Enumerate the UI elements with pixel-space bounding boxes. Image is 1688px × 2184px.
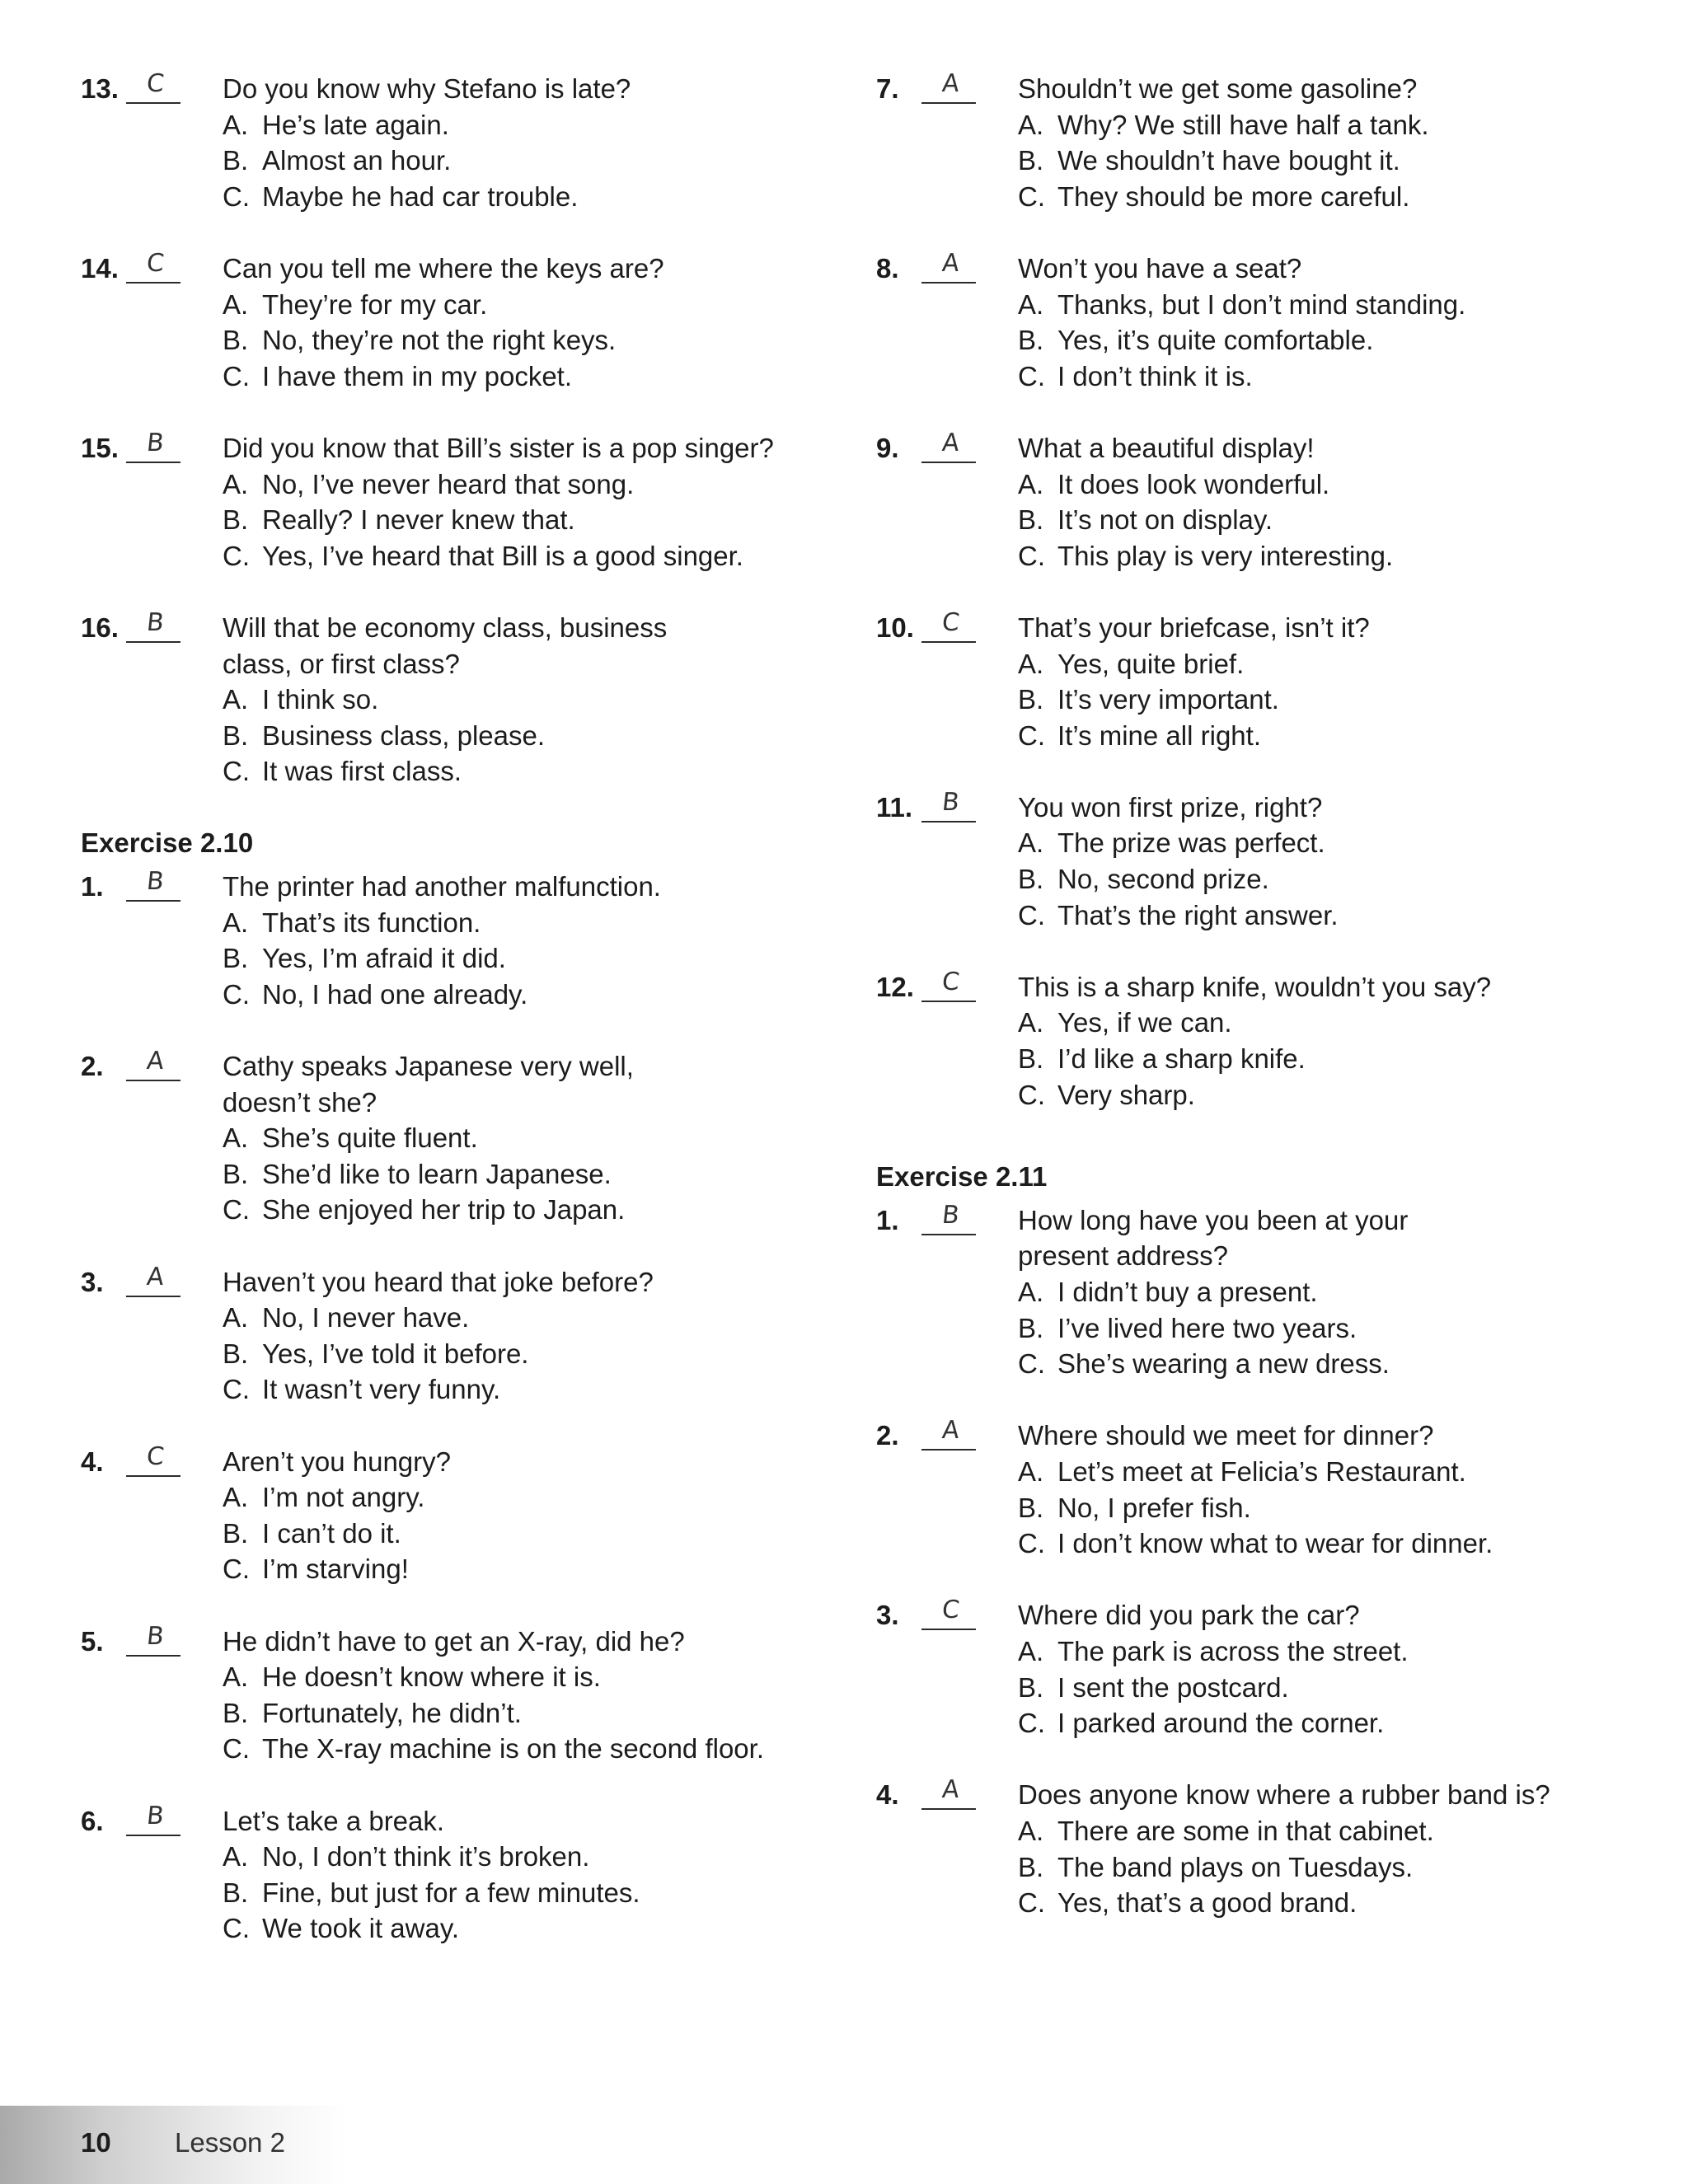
- option-letter: A.: [223, 1661, 249, 1693]
- option-text: He’s late again.: [262, 109, 449, 140]
- option-letter: A.: [223, 1482, 249, 1513]
- answer-blank: C: [126, 251, 184, 284]
- option-b: [223, 1156, 823, 1193]
- answer-blank: A: [921, 71, 979, 104]
- question-number: 2.: [81, 1051, 104, 1082]
- answer-blank: C: [921, 1597, 979, 1630]
- option-text: No, I prefer fish.: [1057, 1492, 1251, 1523]
- question-stem: Where should we meet for dinner?: [1018, 1420, 1434, 1451]
- option-b: [1018, 861, 1651, 898]
- option-text: Really? I never knew that.: [262, 504, 575, 536]
- option-letter: A.: [223, 109, 249, 140]
- option-letter: C.: [223, 1733, 250, 1765]
- page-footer: [0, 2106, 346, 2184]
- option-b: [1018, 502, 1651, 538]
- option-text: Yes, I’ve told it before.: [262, 1338, 529, 1369]
- option-c: [223, 538, 823, 574]
- option-b: [223, 143, 823, 179]
- option-letter: C.: [1018, 1887, 1045, 1919]
- option-b: [223, 502, 823, 538]
- option-text: I didn’t buy a present.: [1057, 1277, 1318, 1307]
- option-c: [223, 1192, 823, 1228]
- question-7: [876, 71, 1651, 214]
- option-letter: B.: [1018, 864, 1044, 895]
- option-text: I have them in my pocket.: [262, 360, 573, 391]
- option-b: [223, 1516, 823, 1552]
- answer-blank: A: [126, 1264, 184, 1297]
- option-text: I think so.: [262, 684, 379, 715]
- answer-blank: B: [126, 1803, 184, 1836]
- option-a: [1018, 1813, 1651, 1849]
- option-letter: A.: [1018, 827, 1044, 859]
- option-letter: A.: [223, 1841, 249, 1872]
- question-8: [876, 248, 1651, 394]
- option-text: No, I’ve never heard that song.: [262, 468, 635, 499]
- question-number: 15.: [81, 432, 119, 463]
- option-text: No, they’re not the right keys.: [262, 325, 617, 356]
- question-stem: Does anyone know where a rubber band is?: [1018, 1779, 1550, 1811]
- option-b: [1018, 1849, 1651, 1886]
- option-letter: B.: [223, 1697, 249, 1728]
- option-letter: C.: [1018, 899, 1045, 930]
- option-a: [1018, 1633, 1651, 1670]
- question-16: [81, 607, 823, 790]
- option-letter: B.: [223, 504, 249, 536]
- option-a: [223, 107, 823, 143]
- option-c: [1018, 898, 1651, 934]
- question-number: 13.: [81, 73, 119, 104]
- question-stem-continued: class, or first class?: [223, 648, 460, 679]
- option-c: [1018, 359, 1651, 395]
- option-letter: A.: [1018, 109, 1044, 140]
- option-text: This play is very interesting.: [1057, 540, 1394, 571]
- option-text: It was first class.: [262, 756, 462, 787]
- question-12: [876, 969, 1651, 1113]
- option-b: [1018, 682, 1651, 718]
- question-2: [81, 1048, 823, 1228]
- question-11: [876, 787, 1651, 933]
- option-letter: B.: [223, 1158, 249, 1189]
- question-number: 1.: [81, 871, 104, 902]
- option-text: She’s quite fluent.: [262, 1122, 478, 1154]
- option-a: [223, 1300, 823, 1336]
- option-text: It wasn’t very funny.: [262, 1374, 501, 1405]
- question-4: [81, 1441, 823, 1587]
- option-c: [1018, 1077, 1651, 1113]
- answer-blank: A: [126, 1048, 184, 1081]
- option-b: [223, 1336, 823, 1372]
- option-c: [1018, 718, 1651, 754]
- option-letter: C.: [223, 540, 250, 571]
- option-letter: A.: [1018, 648, 1044, 679]
- option-letter: B.: [223, 145, 249, 176]
- option-text: She’d like to learn Japanese.: [262, 1158, 612, 1189]
- option-c: [223, 1731, 823, 1767]
- option-letter: C.: [1018, 180, 1045, 212]
- option-letter: A.: [223, 1122, 249, 1154]
- option-a: [223, 287, 823, 323]
- option-letter: C.: [1018, 719, 1045, 751]
- option-letter: A.: [1018, 1007, 1044, 1038]
- option-b: [223, 1695, 823, 1732]
- option-a: [1018, 646, 1651, 682]
- question-3: [876, 1597, 1651, 1741]
- question-stem: Do you know why Stefano is late?: [223, 73, 631, 104]
- answer-blank: B: [921, 1202, 979, 1235]
- question-number: 4.: [81, 1446, 104, 1477]
- question-stem: You won first prize, right?: [1018, 791, 1323, 823]
- question-10: [876, 607, 1651, 753]
- option-letter: A.: [223, 1302, 249, 1333]
- option-b: [223, 1875, 823, 1911]
- option-a: [1018, 1454, 1651, 1490]
- option-c: [1018, 1705, 1651, 1741]
- option-letter: B.: [223, 719, 249, 751]
- option-c: [223, 179, 823, 215]
- option-text: That’s the right answer.: [1057, 899, 1339, 930]
- question-stem: Will that be economy class, business: [223, 612, 668, 643]
- question-5: [81, 1621, 823, 1767]
- option-text: I’m starving!: [262, 1554, 409, 1585]
- option-letter: B.: [223, 1338, 249, 1369]
- question-stem: How long have you been at your: [1018, 1204, 1409, 1235]
- option-letter: A.: [1018, 1635, 1044, 1666]
- question-stem: Where did you park the car?: [1018, 1600, 1360, 1631]
- option-letter: C.: [223, 1913, 250, 1944]
- option-letter: B.: [1018, 504, 1044, 536]
- option-a: [223, 905, 823, 941]
- answer-blank: C: [126, 71, 184, 104]
- option-text: No, I had one already.: [262, 978, 528, 1010]
- option-text: She enjoyed her trip to Japan.: [262, 1194, 626, 1226]
- option-text: Let’s meet at Felicia’s Restaurant.: [1057, 1455, 1466, 1487]
- option-text: Yes, it’s quite comfortable.: [1057, 325, 1374, 356]
- option-a: [1018, 825, 1651, 861]
- option-text: I’ve lived here two years.: [1057, 1312, 1357, 1343]
- question-number: 2.: [876, 1420, 899, 1451]
- question-stem-continued: present address?: [1018, 1240, 1228, 1272]
- option-letter: A.: [223, 907, 249, 938]
- option-a: [1018, 287, 1651, 323]
- question-number: 3.: [81, 1266, 104, 1297]
- question-stem: This is a sharp knife, wouldn’t you say?: [1018, 971, 1492, 1002]
- option-text: She’s wearing a new dress.: [1057, 1348, 1390, 1380]
- option-text: They should be more careful.: [1057, 180, 1410, 212]
- option-a: [223, 682, 823, 718]
- option-text: It does look wonderful.: [1057, 468, 1330, 499]
- question-number: 12.: [876, 971, 914, 1002]
- option-letter: C.: [1018, 540, 1045, 571]
- option-letter: C.: [223, 1194, 250, 1226]
- option-b: [223, 322, 823, 359]
- question-2: [876, 1418, 1651, 1561]
- option-letter: C.: [223, 180, 250, 212]
- option-c: [1018, 538, 1651, 574]
- option-letter: A.: [223, 468, 249, 499]
- option-text: I can’t do it.: [262, 1517, 401, 1549]
- option-c: [1018, 1885, 1651, 1921]
- option-text: I sent the postcard.: [1057, 1671, 1289, 1703]
- question-number: 6.: [81, 1805, 104, 1836]
- option-text: The prize was perfect.: [1057, 827, 1325, 859]
- option-b: [1018, 322, 1651, 359]
- option-a: [1018, 107, 1651, 143]
- option-letter: B.: [223, 1877, 249, 1908]
- option-letter: A.: [1018, 1815, 1044, 1846]
- option-letter: A.: [223, 684, 249, 715]
- question-stem: The printer had another malfunction.: [223, 871, 661, 902]
- question-stem: Let’s take a break.: [223, 1805, 445, 1836]
- question-stem: He didn’t have to get an X-ray, did he?: [223, 1625, 685, 1657]
- answer-blank: B: [126, 869, 184, 902]
- option-letter: C.: [1018, 1708, 1045, 1739]
- option-letter: C.: [1018, 1348, 1045, 1380]
- option-b: [1018, 1310, 1651, 1347]
- option-text: No, second prize.: [1057, 864, 1269, 895]
- option-a: [223, 1839, 823, 1875]
- option-text: It’s not on display.: [1057, 504, 1273, 536]
- option-letter: C.: [1018, 1079, 1045, 1110]
- question-9: [876, 430, 1651, 574]
- option-b: [1018, 1490, 1651, 1526]
- option-letter: A.: [223, 288, 249, 320]
- question-number: 5.: [81, 1625, 104, 1657]
- page-number: 10: [81, 2127, 111, 2158]
- question-3: [81, 1264, 823, 1408]
- question-stem-continued: doesn’t she?: [223, 1086, 377, 1118]
- option-text: That’s its function.: [262, 907, 481, 938]
- question-number: 3.: [876, 1600, 899, 1631]
- option-letter: A.: [1018, 288, 1044, 320]
- option-letter: B.: [223, 325, 249, 356]
- option-text: Fortunately, he didn’t.: [262, 1697, 522, 1728]
- answer-blank: B: [126, 610, 184, 643]
- left-column: [81, 71, 823, 1982]
- option-letter: B.: [1018, 1851, 1044, 1882]
- answer-blank: A: [921, 1777, 979, 1810]
- question-stem: Shouldn’t we get some gasoline?: [1018, 73, 1418, 104]
- option-b: [1018, 143, 1651, 179]
- lesson-label: Lesson 2: [175, 2127, 285, 2158]
- question-1: [81, 869, 823, 1012]
- option-text: No, I never have.: [262, 1302, 470, 1333]
- question-stem: Haven’t you heard that joke before?: [223, 1266, 654, 1297]
- question-6: [81, 1803, 823, 1947]
- exercise-heading: Exercise 2.10: [81, 827, 254, 859]
- option-text: No, I don’t think it’s broken.: [262, 1841, 590, 1872]
- answer-blank: C: [126, 1444, 184, 1477]
- option-a: [223, 1479, 823, 1516]
- option-c: [223, 977, 823, 1013]
- option-c: [1018, 1346, 1651, 1382]
- option-b: [1018, 1670, 1651, 1706]
- question-number: 14.: [81, 252, 119, 284]
- option-text: I don’t think it is.: [1057, 360, 1253, 391]
- question-14: [81, 248, 823, 394]
- option-c: [1018, 1526, 1651, 1562]
- option-text: Fine, but just for a few minutes.: [262, 1877, 640, 1908]
- answer-blank: B: [126, 430, 184, 463]
- answer-blank: A: [921, 430, 979, 463]
- answer-blank: A: [921, 251, 979, 284]
- question-stem: What a beautiful display!: [1018, 432, 1315, 463]
- question-stem: That’s your briefcase, isn’t it?: [1018, 612, 1370, 643]
- option-c: [223, 753, 823, 790]
- option-text: Yes, I’ve heard that Bill is a good singer.: [262, 540, 743, 571]
- option-a: [1018, 1005, 1651, 1041]
- option-text: The X-ray machine is on the second floor.: [262, 1733, 764, 1765]
- option-letter: A.: [1018, 468, 1044, 499]
- option-letter: B.: [1018, 1043, 1044, 1075]
- option-text: Yes, if we can.: [1057, 1007, 1232, 1038]
- question-number: 7.: [876, 73, 899, 104]
- option-letter: B.: [1018, 145, 1044, 176]
- option-letter: B.: [1018, 1312, 1044, 1343]
- question-stem: Did you know that Bill’s sister is a pop singer?: [223, 432, 774, 463]
- option-text: We took it away.: [262, 1913, 460, 1944]
- option-text: I’d like a sharp knife.: [1057, 1043, 1306, 1075]
- question-number: 11.: [876, 791, 913, 823]
- option-text: Why? We still have half a tank.: [1057, 109, 1429, 140]
- option-text: It’s mine all right.: [1057, 719, 1261, 751]
- option-text: Almost an hour.: [262, 145, 452, 176]
- option-text: The park is across the street.: [1057, 1635, 1409, 1666]
- question-number: 8.: [876, 252, 899, 284]
- answer-blank: C: [921, 610, 979, 643]
- option-b: [223, 940, 823, 977]
- option-text: There are some in that cabinet.: [1057, 1815, 1434, 1846]
- question-15: [81, 430, 823, 574]
- option-letter: A.: [1018, 1277, 1044, 1307]
- option-letter: B.: [1018, 684, 1044, 715]
- question-13: [81, 71, 823, 214]
- option-text: I parked around the corner.: [1057, 1708, 1385, 1739]
- option-letter: B.: [1018, 1492, 1044, 1523]
- option-c: [223, 359, 823, 395]
- answer-blank: B: [921, 790, 979, 823]
- question-number: 4.: [876, 1779, 899, 1811]
- option-text: I don’t know what to wear for dinner.: [1057, 1528, 1493, 1559]
- option-text: Yes, quite brief.: [1057, 648, 1245, 679]
- question-stem: Won’t you have a seat?: [1018, 252, 1302, 284]
- option-letter: C.: [1018, 360, 1045, 391]
- option-letter: B.: [223, 943, 249, 974]
- option-c: [223, 1371, 823, 1408]
- option-letter: B.: [1018, 325, 1044, 356]
- exercise-heading: Exercise 2.11: [876, 1161, 1048, 1193]
- option-text: He doesn’t know where it is.: [262, 1661, 601, 1693]
- option-letter: B.: [223, 1517, 249, 1549]
- question-number: 16.: [81, 612, 119, 643]
- option-b: [223, 718, 823, 754]
- answer-blank: B: [126, 1624, 184, 1657]
- option-letter: C.: [223, 1374, 250, 1405]
- option-a: [223, 1120, 823, 1156]
- question-number: 10.: [876, 612, 914, 643]
- question-number: 9.: [876, 432, 899, 463]
- option-a: [1018, 1274, 1651, 1310]
- question-stem: Can you tell me where the keys are?: [223, 252, 664, 284]
- option-a: [223, 1659, 823, 1695]
- option-c: [223, 1551, 823, 1587]
- option-a: [1018, 466, 1651, 503]
- question-4: [876, 1777, 1651, 1920]
- option-letter: C.: [223, 360, 250, 391]
- option-text: Yes, that’s a good brand.: [1057, 1887, 1357, 1919]
- option-letter: C.: [223, 978, 250, 1010]
- option-text: We shouldn’t have bought it.: [1057, 145, 1400, 176]
- option-a: [223, 466, 823, 503]
- option-letter: C.: [1018, 1528, 1045, 1559]
- question-stem: Cathy speaks Japanese very well,: [223, 1051, 634, 1082]
- answer-blank: A: [921, 1418, 979, 1451]
- option-text: It’s very important.: [1057, 684, 1279, 715]
- question-number: 1.: [876, 1204, 899, 1235]
- option-text: Business class, please.: [262, 719, 546, 751]
- option-text: Thanks, but I don’t mind standing.: [1057, 288, 1466, 320]
- option-text: Maybe he had car trouble.: [262, 180, 579, 212]
- option-text: Yes, I’m afraid it did.: [262, 943, 506, 974]
- option-c: [223, 1910, 823, 1947]
- question-1: [876, 1202, 1651, 1382]
- option-text: I’m not angry.: [262, 1482, 425, 1513]
- option-b: [1018, 1041, 1651, 1077]
- right-column: [876, 71, 1651, 1957]
- option-letter: B.: [1018, 1671, 1044, 1703]
- option-letter: C.: [223, 1554, 250, 1585]
- option-text: Very sharp.: [1057, 1079, 1195, 1110]
- option-letter: A.: [1018, 1455, 1044, 1487]
- option-text: They’re for my car.: [262, 288, 488, 320]
- option-letter: C.: [223, 756, 250, 787]
- question-stem: Aren’t you hungry?: [223, 1446, 452, 1477]
- option-text: The band plays on Tuesdays.: [1057, 1851, 1414, 1882]
- answer-blank: C: [921, 969, 979, 1002]
- option-c: [1018, 179, 1651, 215]
